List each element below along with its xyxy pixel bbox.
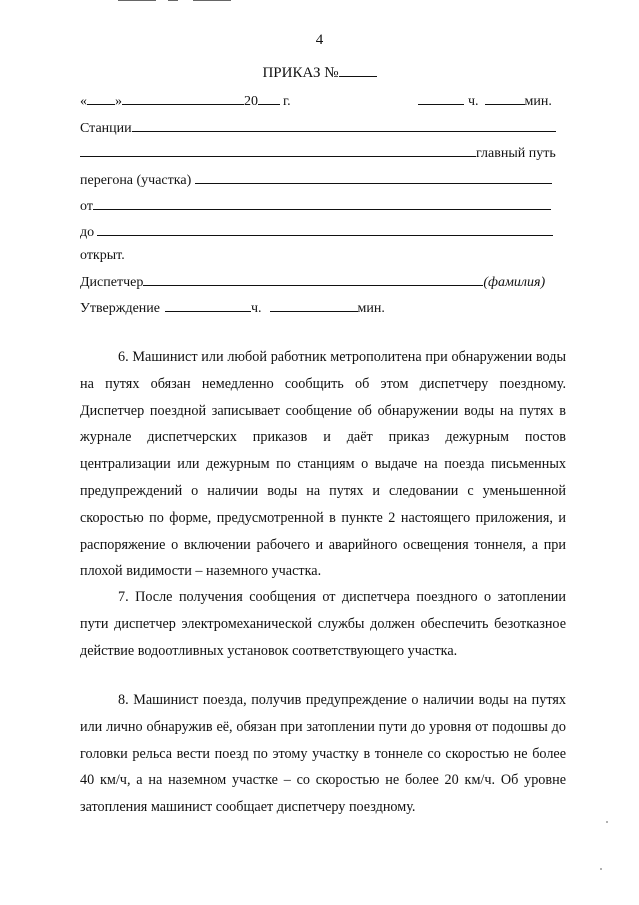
dispatcher-line: [80, 273, 545, 291]
paragraph-6: 6. Машинист или любой работник метрополитена при обнаружении воды на путях обязан немедленно сообщить об этом диспетчеру поездному. Диспетчер поездной записывает сообщение об обнаружении воды на путях в журнале диспетчерских приказов и даёт приказ дежурным постов централизации или дежурным по станциям о выдаче на поезда письменных предупреждений о наличии воды на путях и следовании с уменьшенной скоростью по форме, предусмотренной в пункте 2 настоящего приложения, и распоряжение о включении рабочего и аварийного освещения тоннеля, а при плохой видимости – наземного участка.: [80, 349, 566, 580]
approval-hours-label: ч.: [250, 301, 262, 316]
to-blank: [97, 223, 553, 236]
scan-artifact: [118, 0, 156, 1]
page-number: 4: [315, 32, 324, 48]
quote-close: »: [115, 94, 122, 109]
scan-speck: [600, 868, 602, 870]
order-number-blank: [339, 64, 377, 77]
to-label: до: [80, 225, 95, 240]
order-title: [0, 64, 639, 82]
from-label: от: [80, 199, 93, 214]
station-label: Станции: [80, 121, 132, 136]
dispatcher-label: Диспетчер: [80, 275, 144, 290]
approval-minutes-label: мин.: [357, 301, 385, 316]
main-track-label: главный путь: [476, 146, 556, 161]
day-blank: [87, 92, 115, 105]
section-blank: [195, 171, 552, 184]
opened-label: открыт.: [80, 248, 125, 263]
year-suffix: г.: [283, 94, 291, 109]
dispatcher-blank: [143, 273, 483, 286]
section-line: [80, 171, 552, 189]
month-blank: [122, 92, 244, 105]
approval-minutes-blank: [270, 299, 358, 312]
paragraph-8: 8. Машинист поезда, получив предупреждение о наличии воды на путях или лично обнаружив её, обязан при затоплении пути до уровня от подошвы до головки рельса вести поезд по этому участку в тоннеле со скоростью не более 40 км/ч, а на наземном участке – со скоростью не более 20 км/ч. Об уровне затопления машинист сообщает диспетчеру поездному.: [80, 692, 566, 816]
section-label: перегона (участка): [80, 173, 192, 188]
main-track-blank: [80, 144, 476, 157]
minutes-blank: [485, 92, 525, 105]
to-line: [80, 223, 553, 241]
approval-line: [80, 299, 385, 317]
time-line: [418, 92, 552, 110]
approval-hours-blank: [165, 299, 251, 312]
station-line: [80, 119, 556, 137]
year-blank: [258, 92, 280, 105]
from-line: [80, 197, 551, 215]
station-blank: [132, 119, 556, 132]
scan-speck: [606, 821, 608, 823]
minutes-label: мин.: [524, 94, 552, 109]
scan-artifact: [193, 0, 231, 1]
order-title-text: ПРИКАЗ №: [262, 65, 339, 81]
paragraph-7: 7. После получения сообщения от диспетчера поездного о затоплении пути диспетчер электромеханической службы должен обеспечить безотказное действие водоотливных установок соответствующего участка.: [80, 589, 566, 659]
date-line: [80, 92, 291, 110]
hours-label: ч.: [468, 94, 479, 109]
from-blank: [93, 197, 551, 210]
quote-open: «: [80, 94, 87, 109]
surname-label: (фамилия): [483, 275, 546, 290]
hours-blank: [418, 92, 464, 105]
approval-label: Утверждение: [80, 301, 160, 316]
scan-artifact: [168, 0, 178, 1]
year-prefix: 20: [244, 94, 258, 109]
main-track-line: [80, 144, 556, 162]
opened-line: [80, 248, 125, 264]
